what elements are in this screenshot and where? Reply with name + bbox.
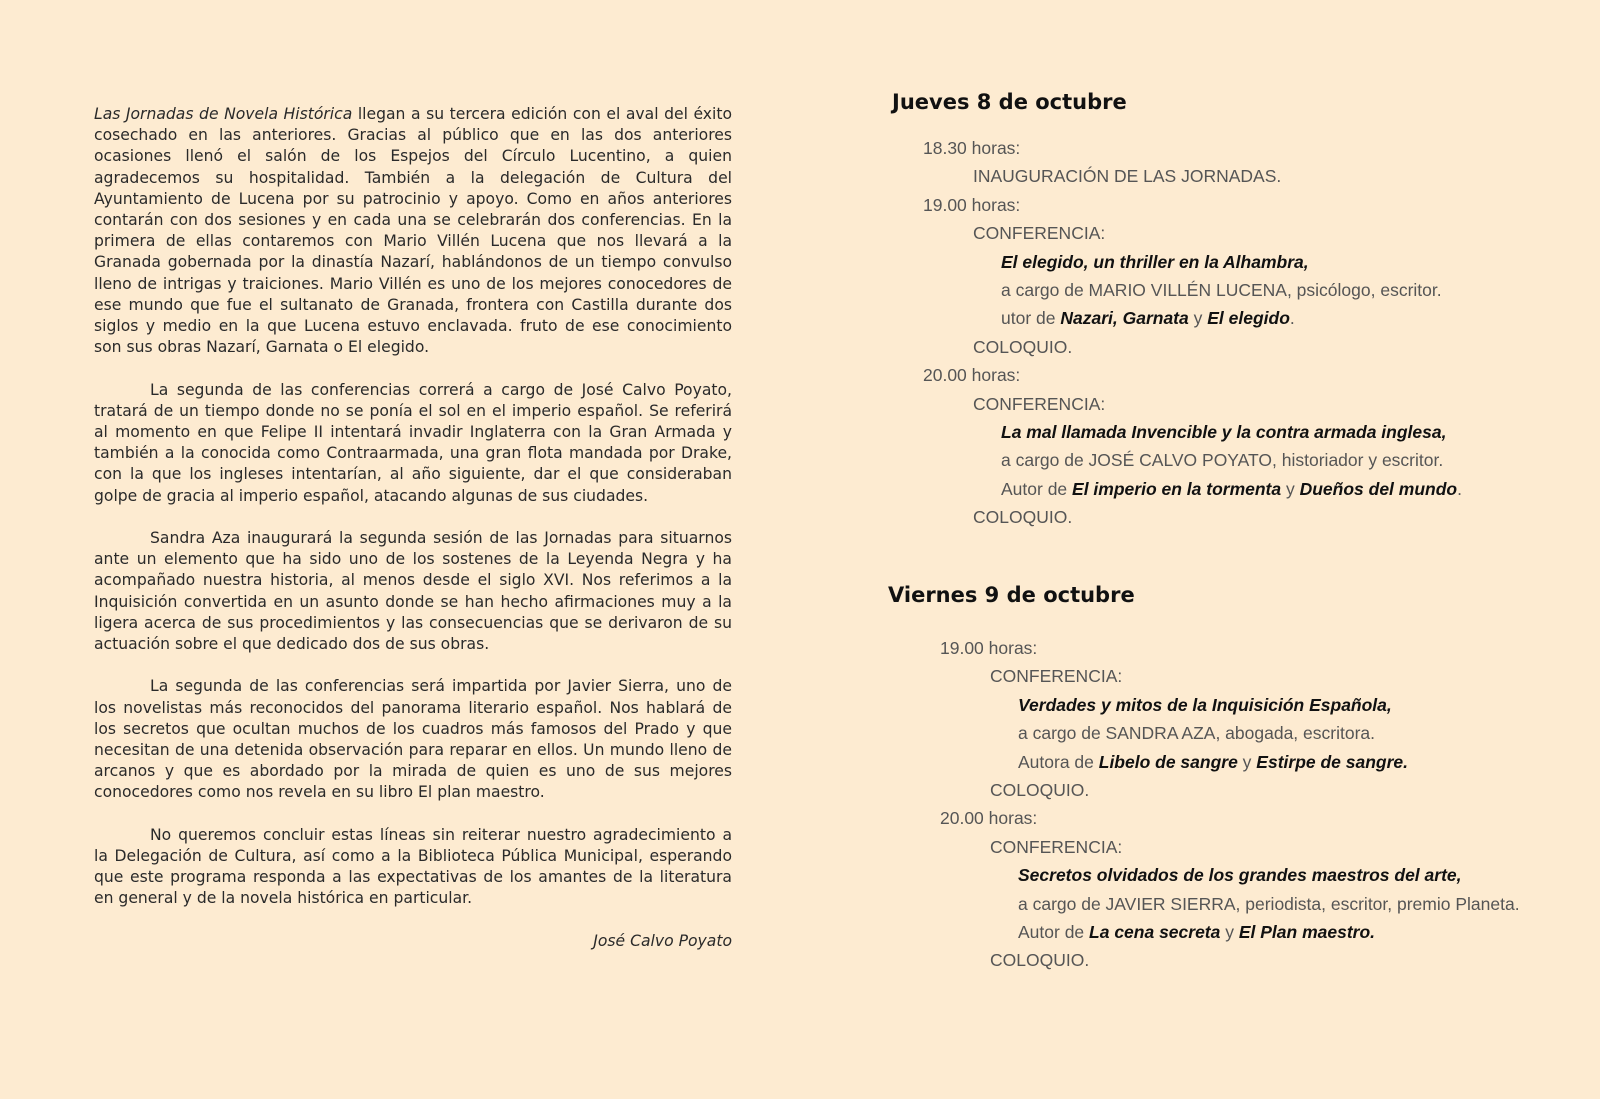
day1-talk1-book-1: Nazari, Garnata — [1060, 308, 1189, 329]
day1-talk2-author-prefix: Autor de — [1001, 478, 1073, 499]
day1-coloquio-1: COLOQUIO. — [973, 336, 1073, 357]
intro-paragraph-4: La segunda de las conferencias será impartida por Javier Sierra, uno de los novelistas más reconocidos del panorama literario español. Nos hablará de los secretos que ocultan muchos de los cuadros más famosos del Prado y que necesitan de una detenida observación para reparar en ellos. Un mundo lleno de arcanos y que es abordado por la mirada de quien es uno de sus mejores conocedores como nos revela en su libro El plan maestro. — [94, 677, 732, 802]
day1-talk2-and: y — [1281, 478, 1300, 499]
day1-talk2-book-2: Dueños del mundo — [1299, 478, 1458, 499]
day1-talk2-author-row — [923, 475, 1462, 503]
intro-paragraph-5: No queremos concluir estas líneas sin reiterar nuestro agradecimiento a la Delegación de Cultura, así como a la Biblioteca Pública Municipal, esperando que este programa responda a las expectativas de los amantes de la literatura en general y de la novela histórica en particular. — [94, 825, 732, 908]
day2-talk2-title: Secretos olvidados de los grandes maestros del arte — [1018, 865, 1457, 886]
day2-talk1-book-1: Libelo de sangre — [1098, 751, 1238, 772]
day2-time-1: 19.00 horas: — [940, 638, 1038, 658]
day1-inauguration: INAUGURACIÓN DE LAS JORNADAS. — [973, 166, 1282, 187]
day2-talk2-author-row — [940, 918, 1520, 946]
day1-talk2-speaker: a cargo de JOSÉ CALVO POYATO, historiador y escritor. — [1001, 450, 1444, 471]
day2-talk1-title-text: Verdades y mitos de la Inquisición Española, — [1018, 694, 1392, 715]
day2-talk2-book-1: La cena secreta — [1089, 921, 1221, 942]
day2-talk2-comma: , — [1456, 865, 1462, 886]
day1-talk2-title-row — [923, 418, 1462, 446]
day1-talk1-author-prefix: utor de — [1001, 308, 1061, 329]
day1-coloquio-2: COLOQUIO. — [973, 507, 1073, 528]
day2-coloquio-1: COLOQUIO. — [990, 779, 1090, 800]
day1-talk1-title-row — [923, 248, 1462, 276]
day2-talk1-and: y — [1237, 751, 1257, 772]
day1-talk1-title: El elegido, un thriller en la Alhambra — [1001, 251, 1304, 272]
day2-talk1-title — [940, 691, 1520, 719]
day2-conference-label-1: CONFERENCIA: — [990, 666, 1123, 687]
day2-talk2-speaker: a cargo de JAVIER SIERRA, periodista, escritor, premio Planeta. — [1018, 893, 1520, 914]
day2-talk1-book-2: Estirpe de sangre. — [1256, 751, 1409, 772]
day2-talk2-book-2: El Plan maestro. — [1238, 921, 1376, 942]
intro-column — [94, 104, 732, 952]
day1-talk1-book-2: El elegido — [1207, 308, 1290, 329]
intro-paragraph-2: La segunda de las conferencias correrá a cargo de José Calvo Poyato, tratará de un tiempo donde no se ponía el sol en el imperio español. Se referirá al momento en que Felipe II intentará invadir Inglaterra con la Gran Armada y también a la conocida como Contraarmada, una gran flota mandada por Drake, con la que los ingleses intentarían, al año siguiente, dar el que consideraban golpe de gracia al imperio español, atacando algunas de sus ciudades. — [94, 380, 732, 505]
signature: José Calvo Poyato — [593, 931, 732, 950]
day1-talk2-comma: , — [1441, 421, 1447, 442]
intro-paragraph-3: Sandra Aza inaugurará la segunda sesión de las Jornadas para situarnos ante un elemento que ha sido uno de los sostenes de la Leyenda Negra y ha acompañado nuestra historia, al menos desde el siglo XVI. Nos referimos a la Inquisición convertida en un asunto donde se han hecho afirmaciones muy a la ligera acerca de sus procedimientos y las consecuencias que se derivaron de su actuación sobre el que dedicado dos de sus obras. — [94, 529, 732, 654]
day1-talk2-end: . — [1457, 478, 1462, 499]
day1-talk2-book-1: El imperio en la tormenta — [1072, 478, 1282, 499]
day2-coloquio-2: COLOQUIO. — [990, 950, 1090, 971]
day2-talk1-speaker: a cargo de SANDRA AZA, abogada, escritora. — [1018, 723, 1375, 744]
day1-time-1: 18.30 horas: — [923, 138, 1021, 158]
day1-conference-label-2: CONFERENCIA: — [973, 393, 1106, 414]
day1-time-2: 19.00 horas: — [923, 194, 1021, 215]
day2-talk1-author-prefix: Autora de — [1018, 751, 1099, 772]
day1-talk1-author-row — [923, 304, 1462, 332]
day1-time-3: 20.00 horas: — [923, 365, 1021, 386]
intro-event-title: Las Jornadas de Novela Histórica — [94, 105, 353, 123]
intro-paragraph-1 — [94, 104, 732, 358]
day1-talk1-and: y — [1188, 308, 1208, 329]
day2-title: Viernes 9 de octubre — [888, 583, 1135, 607]
day2-schedule — [940, 634, 1520, 975]
intro-paragraph-1-text: llegan a su tercera edición con el aval del éxito cosechado en las anteriores. Gracias al público que en las dos anteriores ocasiones llenó el salón de los Espejos del Círculo Lucentino, a quien agradecemos su hospitalidad. También a la delegación de Cultura del Ayuntamiento de Lucena por su patrocinio y apoyo. Como en años anteriores contarán con dos sesiones y en cada una se celebrarán dos conferencias. En la primera de ellas contaremos con Mario Villén Lucena que nos llevará a la Granada gobernada por la dinastía Nazarí, hablándonos de un tiempo convulso lleno de intrigas y traiciones. Mario Villén es uno de los mejores conocedores de ese mundo que fue el sultanato de Granada, frontera con Castilla durante dos siglos y medio en la que Lucena estuvo enclavada. fruto de ese conocimiento son sus obras Nazarí, Garnata o El elegido. — [94, 105, 732, 357]
day1-talk1-comma: , — [1303, 251, 1309, 272]
day2-conference-label-2: CONFERENCIA: — [990, 836, 1123, 857]
day1-talk1-end: . — [1289, 308, 1295, 329]
day1-talk1-speaker: a cargo de MARIO VILLÉN LUCENA, psicólogo, escritor. — [1001, 279, 1442, 300]
day2-talk2-title-row — [940, 861, 1520, 889]
day1-conference-label-1: CONFERENCIA: — [973, 223, 1106, 244]
day2-time-2: 20.00 horas: — [940, 808, 1038, 829]
day2-talk2-and: y — [1220, 921, 1239, 942]
day2-talk2-author-prefix: Autor de — [1018, 921, 1090, 942]
day1-talk2-title: La mal llamada Invencible y la contra armada inglesa — [1001, 421, 1442, 442]
day1-schedule — [923, 134, 1462, 531]
day2-talk1-author-row — [940, 748, 1520, 776]
day1-title: Jueves 8 de octubre — [892, 90, 1127, 114]
